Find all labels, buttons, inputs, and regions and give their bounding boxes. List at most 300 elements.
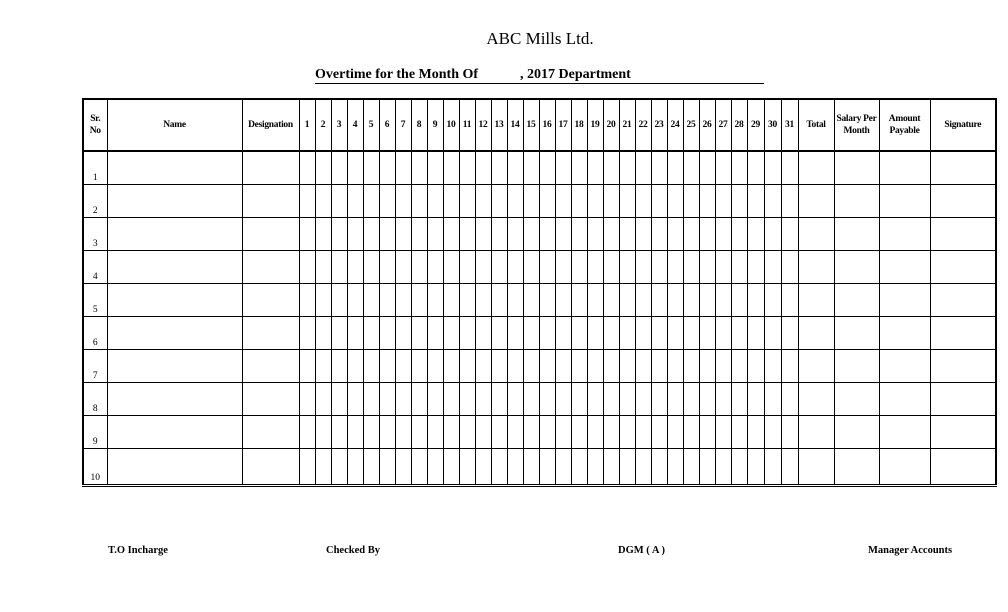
entry-cell[interactable] — [459, 151, 475, 185]
entry-cell[interactable] — [879, 383, 930, 416]
entry-cell[interactable] — [587, 350, 603, 383]
entry-cell[interactable] — [555, 317, 571, 350]
entry-cell[interactable] — [347, 383, 363, 416]
entry-cell[interactable] — [331, 383, 347, 416]
entry-cell[interactable] — [315, 218, 331, 251]
entry-cell[interactable] — [315, 383, 331, 416]
entry-cell[interactable] — [459, 449, 475, 486]
entry-cell[interactable] — [523, 383, 539, 416]
entry-cell[interactable] — [363, 284, 379, 317]
entry-cell[interactable] — [379, 350, 395, 383]
entry-cell[interactable] — [555, 251, 571, 284]
entry-cell[interactable] — [411, 284, 427, 317]
entry-cell[interactable] — [571, 251, 587, 284]
entry-cell[interactable] — [930, 185, 996, 218]
entry-cell[interactable] — [587, 218, 603, 251]
entry-cell[interactable] — [299, 284, 315, 317]
entry-cell[interactable] — [491, 284, 507, 317]
entry-cell[interactable] — [781, 350, 798, 383]
entry-cell[interactable] — [507, 416, 523, 449]
entry-cell[interactable] — [107, 284, 242, 317]
entry-cell[interactable] — [834, 218, 879, 251]
entry-cell[interactable] — [539, 383, 555, 416]
entry-cell[interactable] — [555, 383, 571, 416]
entry-cell[interactable] — [930, 350, 996, 383]
entry-cell[interactable] — [651, 218, 667, 251]
entry-cell[interactable] — [459, 251, 475, 284]
entry-cell[interactable] — [683, 317, 699, 350]
entry-cell[interactable] — [764, 383, 781, 416]
entry-cell[interactable] — [299, 185, 315, 218]
entry-cell[interactable] — [587, 185, 603, 218]
entry-cell[interactable] — [764, 284, 781, 317]
entry-cell[interactable] — [523, 350, 539, 383]
entry-cell[interactable] — [715, 350, 731, 383]
entry-cell[interactable] — [834, 151, 879, 185]
entry-cell[interactable] — [764, 416, 781, 449]
entry-cell[interactable] — [747, 185, 764, 218]
entry-cell[interactable] — [347, 218, 363, 251]
entry-cell[interactable] — [299, 218, 315, 251]
entry-cell[interactable] — [699, 284, 715, 317]
entry-cell[interactable] — [603, 185, 619, 218]
entry-cell[interactable] — [475, 350, 491, 383]
entry-cell[interactable] — [363, 383, 379, 416]
entry-cell[interactable] — [731, 251, 747, 284]
entry-cell[interactable] — [798, 383, 834, 416]
entry-cell[interactable] — [523, 218, 539, 251]
entry-cell[interactable] — [619, 416, 635, 449]
entry-cell[interactable] — [427, 416, 443, 449]
entry-cell[interactable] — [443, 151, 459, 185]
entry-cell[interactable] — [699, 185, 715, 218]
entry-cell[interactable] — [619, 317, 635, 350]
entry-cell[interactable] — [587, 383, 603, 416]
entry-cell[interactable] — [107, 251, 242, 284]
entry-cell[interactable] — [798, 317, 834, 350]
entry-cell[interactable] — [475, 416, 491, 449]
entry-cell[interactable] — [507, 350, 523, 383]
entry-cell[interactable] — [443, 383, 459, 416]
entry-cell[interactable] — [651, 416, 667, 449]
entry-cell[interactable] — [363, 449, 379, 486]
entry-cell[interactable] — [667, 350, 683, 383]
entry-cell[interactable] — [603, 383, 619, 416]
entry-cell[interactable] — [427, 251, 443, 284]
entry-cell[interactable] — [107, 350, 242, 383]
entry-cell[interactable] — [667, 449, 683, 486]
entry-cell[interactable] — [571, 218, 587, 251]
entry-cell[interactable] — [315, 350, 331, 383]
entry-cell[interactable] — [395, 151, 411, 185]
entry-cell[interactable] — [683, 251, 699, 284]
entry-cell[interactable] — [411, 350, 427, 383]
entry-cell[interactable] — [619, 251, 635, 284]
entry-cell[interactable] — [242, 284, 299, 317]
entry-cell[interactable] — [539, 218, 555, 251]
entry-cell[interactable] — [363, 416, 379, 449]
entry-cell[interactable] — [834, 317, 879, 350]
entry-cell[interactable] — [571, 416, 587, 449]
entry-cell[interactable] — [930, 449, 996, 486]
entry-cell[interactable] — [459, 383, 475, 416]
entry-cell[interactable] — [635, 449, 651, 486]
entry-cell[interactable] — [879, 185, 930, 218]
entry-cell[interactable] — [635, 416, 651, 449]
entry-cell[interactable] — [299, 317, 315, 350]
entry-cell[interactable] — [242, 218, 299, 251]
entry-cell[interactable] — [315, 416, 331, 449]
entry-cell[interactable] — [834, 449, 879, 486]
entry-cell[interactable] — [315, 284, 331, 317]
entry-cell[interactable] — [930, 317, 996, 350]
entry-cell[interactable] — [475, 449, 491, 486]
entry-cell[interactable] — [347, 151, 363, 185]
entry-cell[interactable] — [379, 317, 395, 350]
entry-cell[interactable] — [443, 284, 459, 317]
entry-cell[interactable] — [635, 185, 651, 218]
entry-cell[interactable] — [667, 185, 683, 218]
entry-cell[interactable] — [411, 151, 427, 185]
entry-cell[interactable] — [715, 416, 731, 449]
entry-cell[interactable] — [242, 185, 299, 218]
entry-cell[interactable] — [834, 350, 879, 383]
entry-cell[interactable] — [539, 317, 555, 350]
entry-cell[interactable] — [475, 218, 491, 251]
entry-cell[interactable] — [459, 416, 475, 449]
entry-cell[interactable] — [879, 251, 930, 284]
entry-cell[interactable] — [475, 284, 491, 317]
entry-cell[interactable] — [619, 449, 635, 486]
entry-cell[interactable] — [523, 151, 539, 185]
entry-cell[interactable] — [475, 251, 491, 284]
entry-cell[interactable] — [411, 416, 427, 449]
entry-cell[interactable] — [491, 350, 507, 383]
entry-cell[interactable] — [299, 251, 315, 284]
entry-cell[interactable] — [798, 151, 834, 185]
entry-cell[interactable] — [667, 383, 683, 416]
entry-cell[interactable] — [798, 350, 834, 383]
entry-cell[interactable] — [747, 350, 764, 383]
entry-cell[interactable] — [603, 350, 619, 383]
entry-cell[interactable] — [764, 185, 781, 218]
entry-cell[interactable] — [379, 251, 395, 284]
entry-cell[interactable] — [395, 317, 411, 350]
entry-cell[interactable] — [603, 449, 619, 486]
entry-cell[interactable] — [879, 151, 930, 185]
entry-cell[interactable] — [587, 317, 603, 350]
entry-cell[interactable] — [619, 383, 635, 416]
entry-cell[interactable] — [395, 284, 411, 317]
entry-cell[interactable] — [539, 251, 555, 284]
entry-cell[interactable] — [523, 251, 539, 284]
entry-cell[interactable] — [731, 185, 747, 218]
entry-cell[interactable] — [603, 151, 619, 185]
entry-cell[interactable] — [879, 317, 930, 350]
entry-cell[interactable] — [619, 284, 635, 317]
entry-cell[interactable] — [242, 251, 299, 284]
entry-cell[interactable] — [427, 218, 443, 251]
entry-cell[interactable] — [379, 284, 395, 317]
entry-cell[interactable] — [395, 383, 411, 416]
entry-cell[interactable] — [443, 218, 459, 251]
entry-cell[interactable] — [475, 317, 491, 350]
entry-cell[interactable] — [834, 185, 879, 218]
entry-cell[interactable] — [667, 284, 683, 317]
entry-cell[interactable] — [411, 383, 427, 416]
entry-cell[interactable] — [427, 317, 443, 350]
entry-cell[interactable] — [395, 185, 411, 218]
entry-cell[interactable] — [331, 151, 347, 185]
entry-cell[interactable] — [315, 185, 331, 218]
entry-cell[interactable] — [443, 449, 459, 486]
entry-cell[interactable] — [411, 218, 427, 251]
entry-cell[interactable] — [443, 251, 459, 284]
entry-cell[interactable] — [107, 317, 242, 350]
entry-cell[interactable] — [331, 185, 347, 218]
entry-cell[interactable] — [667, 151, 683, 185]
entry-cell[interactable] — [242, 151, 299, 185]
entry-cell[interactable] — [834, 416, 879, 449]
entry-cell[interactable] — [363, 218, 379, 251]
entry-cell[interactable] — [699, 317, 715, 350]
entry-cell[interactable] — [651, 449, 667, 486]
entry-cell[interactable] — [427, 383, 443, 416]
entry-cell[interactable] — [764, 151, 781, 185]
entry-cell[interactable] — [107, 416, 242, 449]
entry-cell[interactable] — [331, 416, 347, 449]
entry-cell[interactable] — [379, 218, 395, 251]
entry-cell[interactable] — [747, 251, 764, 284]
entry-cell[interactable] — [539, 284, 555, 317]
entry-cell[interactable] — [699, 151, 715, 185]
entry-cell[interactable] — [747, 218, 764, 251]
entry-cell[interactable] — [379, 416, 395, 449]
entry-cell[interactable] — [683, 449, 699, 486]
entry-cell[interactable] — [411, 317, 427, 350]
entry-cell[interactable] — [363, 151, 379, 185]
entry-cell[interactable] — [491, 218, 507, 251]
entry-cell[interactable] — [587, 416, 603, 449]
entry-cell[interactable] — [459, 317, 475, 350]
entry-cell[interactable] — [363, 251, 379, 284]
entry-cell[interactable] — [683, 383, 699, 416]
entry-cell[interactable] — [667, 317, 683, 350]
entry-cell[interactable] — [571, 284, 587, 317]
entry-cell[interactable] — [834, 383, 879, 416]
entry-cell[interactable] — [603, 284, 619, 317]
entry-cell[interactable] — [427, 151, 443, 185]
entry-cell[interactable] — [475, 383, 491, 416]
entry-cell[interactable] — [764, 218, 781, 251]
entry-cell[interactable] — [781, 284, 798, 317]
entry-cell[interactable] — [667, 218, 683, 251]
entry-cell[interactable] — [747, 151, 764, 185]
entry-cell[interactable] — [555, 284, 571, 317]
entry-cell[interactable] — [715, 284, 731, 317]
entry-cell[interactable] — [459, 284, 475, 317]
entry-cell[interactable] — [491, 185, 507, 218]
entry-cell[interactable] — [491, 151, 507, 185]
entry-cell[interactable] — [523, 317, 539, 350]
entry-cell[interactable] — [781, 416, 798, 449]
entry-cell[interactable] — [427, 350, 443, 383]
entry-cell[interactable] — [781, 383, 798, 416]
entry-cell[interactable] — [619, 185, 635, 218]
entry-cell[interactable] — [315, 151, 331, 185]
entry-cell[interactable] — [539, 151, 555, 185]
entry-cell[interactable] — [331, 284, 347, 317]
entry-cell[interactable] — [930, 151, 996, 185]
entry-cell[interactable] — [879, 416, 930, 449]
entry-cell[interactable] — [555, 185, 571, 218]
entry-cell[interactable] — [635, 350, 651, 383]
entry-cell[interactable] — [635, 151, 651, 185]
entry-cell[interactable] — [603, 218, 619, 251]
entry-cell[interactable] — [242, 416, 299, 449]
entry-cell[interactable] — [395, 251, 411, 284]
entry-cell[interactable] — [798, 251, 834, 284]
entry-cell[interactable] — [379, 383, 395, 416]
entry-cell[interactable] — [507, 284, 523, 317]
entry-cell[interactable] — [747, 317, 764, 350]
entry-cell[interactable] — [331, 251, 347, 284]
entry-cell[interactable] — [667, 416, 683, 449]
entry-cell[interactable] — [411, 185, 427, 218]
entry-cell[interactable] — [571, 317, 587, 350]
entry-cell[interactable] — [798, 416, 834, 449]
entry-cell[interactable] — [379, 151, 395, 185]
entry-cell[interactable] — [587, 151, 603, 185]
entry-cell[interactable] — [459, 185, 475, 218]
entry-cell[interactable] — [555, 416, 571, 449]
entry-cell[interactable] — [315, 317, 331, 350]
entry-cell[interactable] — [523, 449, 539, 486]
entry-cell[interactable] — [242, 317, 299, 350]
entry-cell[interactable] — [683, 416, 699, 449]
entry-cell[interactable] — [930, 284, 996, 317]
entry-cell[interactable] — [731, 449, 747, 486]
entry-cell[interactable] — [667, 251, 683, 284]
entry-cell[interactable] — [379, 185, 395, 218]
entry-cell[interactable] — [491, 383, 507, 416]
entry-cell[interactable] — [635, 383, 651, 416]
entry-cell[interactable] — [731, 151, 747, 185]
entry-cell[interactable] — [443, 185, 459, 218]
entry-cell[interactable] — [347, 251, 363, 284]
entry-cell[interactable] — [331, 218, 347, 251]
entry-cell[interactable] — [363, 350, 379, 383]
entry-cell[interactable] — [475, 185, 491, 218]
entry-cell[interactable] — [443, 350, 459, 383]
entry-cell[interactable] — [315, 251, 331, 284]
entry-cell[interactable] — [715, 317, 731, 350]
entry-cell[interactable] — [459, 350, 475, 383]
entry-cell[interactable] — [555, 449, 571, 486]
entry-cell[interactable] — [299, 151, 315, 185]
entry-cell[interactable] — [507, 317, 523, 350]
entry-cell[interactable] — [571, 151, 587, 185]
entry-cell[interactable] — [411, 449, 427, 486]
entry-cell[interactable] — [242, 383, 299, 416]
entry-cell[interactable] — [523, 284, 539, 317]
entry-cell[interactable] — [427, 185, 443, 218]
entry-cell[interactable] — [459, 218, 475, 251]
entry-cell[interactable] — [427, 284, 443, 317]
entry-cell[interactable] — [331, 449, 347, 486]
entry-cell[interactable] — [507, 218, 523, 251]
entry-cell[interactable] — [781, 185, 798, 218]
entry-cell[interactable] — [507, 383, 523, 416]
entry-cell[interactable] — [747, 383, 764, 416]
entry-cell[interactable] — [930, 218, 996, 251]
entry-cell[interactable] — [299, 350, 315, 383]
entry-cell[interactable] — [107, 151, 242, 185]
entry-cell[interactable] — [715, 251, 731, 284]
entry-cell[interactable] — [747, 416, 764, 449]
entry-cell[interactable] — [683, 284, 699, 317]
entry-cell[interactable] — [491, 449, 507, 486]
entry-cell[interactable] — [651, 383, 667, 416]
entry-cell[interactable] — [651, 284, 667, 317]
entry-cell[interactable] — [427, 449, 443, 486]
entry-cell[interactable] — [930, 383, 996, 416]
entry-cell[interactable] — [619, 151, 635, 185]
entry-cell[interactable] — [507, 151, 523, 185]
entry-cell[interactable] — [731, 317, 747, 350]
entry-cell[interactable] — [571, 449, 587, 486]
entry-cell[interactable] — [395, 416, 411, 449]
entry-cell[interactable] — [699, 251, 715, 284]
entry-cell[interactable] — [555, 350, 571, 383]
entry-cell[interactable] — [443, 317, 459, 350]
entry-cell[interactable] — [587, 284, 603, 317]
entry-cell[interactable] — [715, 449, 731, 486]
entry-cell[interactable] — [363, 185, 379, 218]
entry-cell[interactable] — [242, 449, 299, 486]
entry-cell[interactable] — [299, 449, 315, 486]
entry-cell[interactable] — [683, 151, 699, 185]
entry-cell[interactable] — [715, 218, 731, 251]
entry-cell[interactable] — [331, 317, 347, 350]
entry-cell[interactable] — [491, 251, 507, 284]
entry-cell[interactable] — [683, 185, 699, 218]
entry-cell[interactable] — [443, 416, 459, 449]
entry-cell[interactable] — [603, 251, 619, 284]
entry-cell[interactable] — [523, 416, 539, 449]
entry-cell[interactable] — [635, 317, 651, 350]
entry-cell[interactable] — [715, 151, 731, 185]
entry-cell[interactable] — [347, 416, 363, 449]
entry-cell[interactable] — [315, 449, 331, 486]
entry-cell[interactable] — [299, 383, 315, 416]
entry-cell[interactable] — [731, 284, 747, 317]
entry-cell[interactable] — [699, 350, 715, 383]
entry-cell[interactable] — [539, 185, 555, 218]
entry-cell[interactable] — [635, 284, 651, 317]
entry-cell[interactable] — [699, 383, 715, 416]
entry-cell[interactable] — [699, 416, 715, 449]
entry-cell[interactable] — [242, 350, 299, 383]
entry-cell[interactable] — [347, 350, 363, 383]
entry-cell[interactable] — [347, 284, 363, 317]
entry-cell[interactable] — [395, 350, 411, 383]
entry-cell[interactable] — [347, 185, 363, 218]
entry-cell[interactable] — [930, 416, 996, 449]
entry-cell[interactable] — [651, 317, 667, 350]
entry-cell[interactable] — [798, 284, 834, 317]
entry-cell[interactable] — [107, 218, 242, 251]
